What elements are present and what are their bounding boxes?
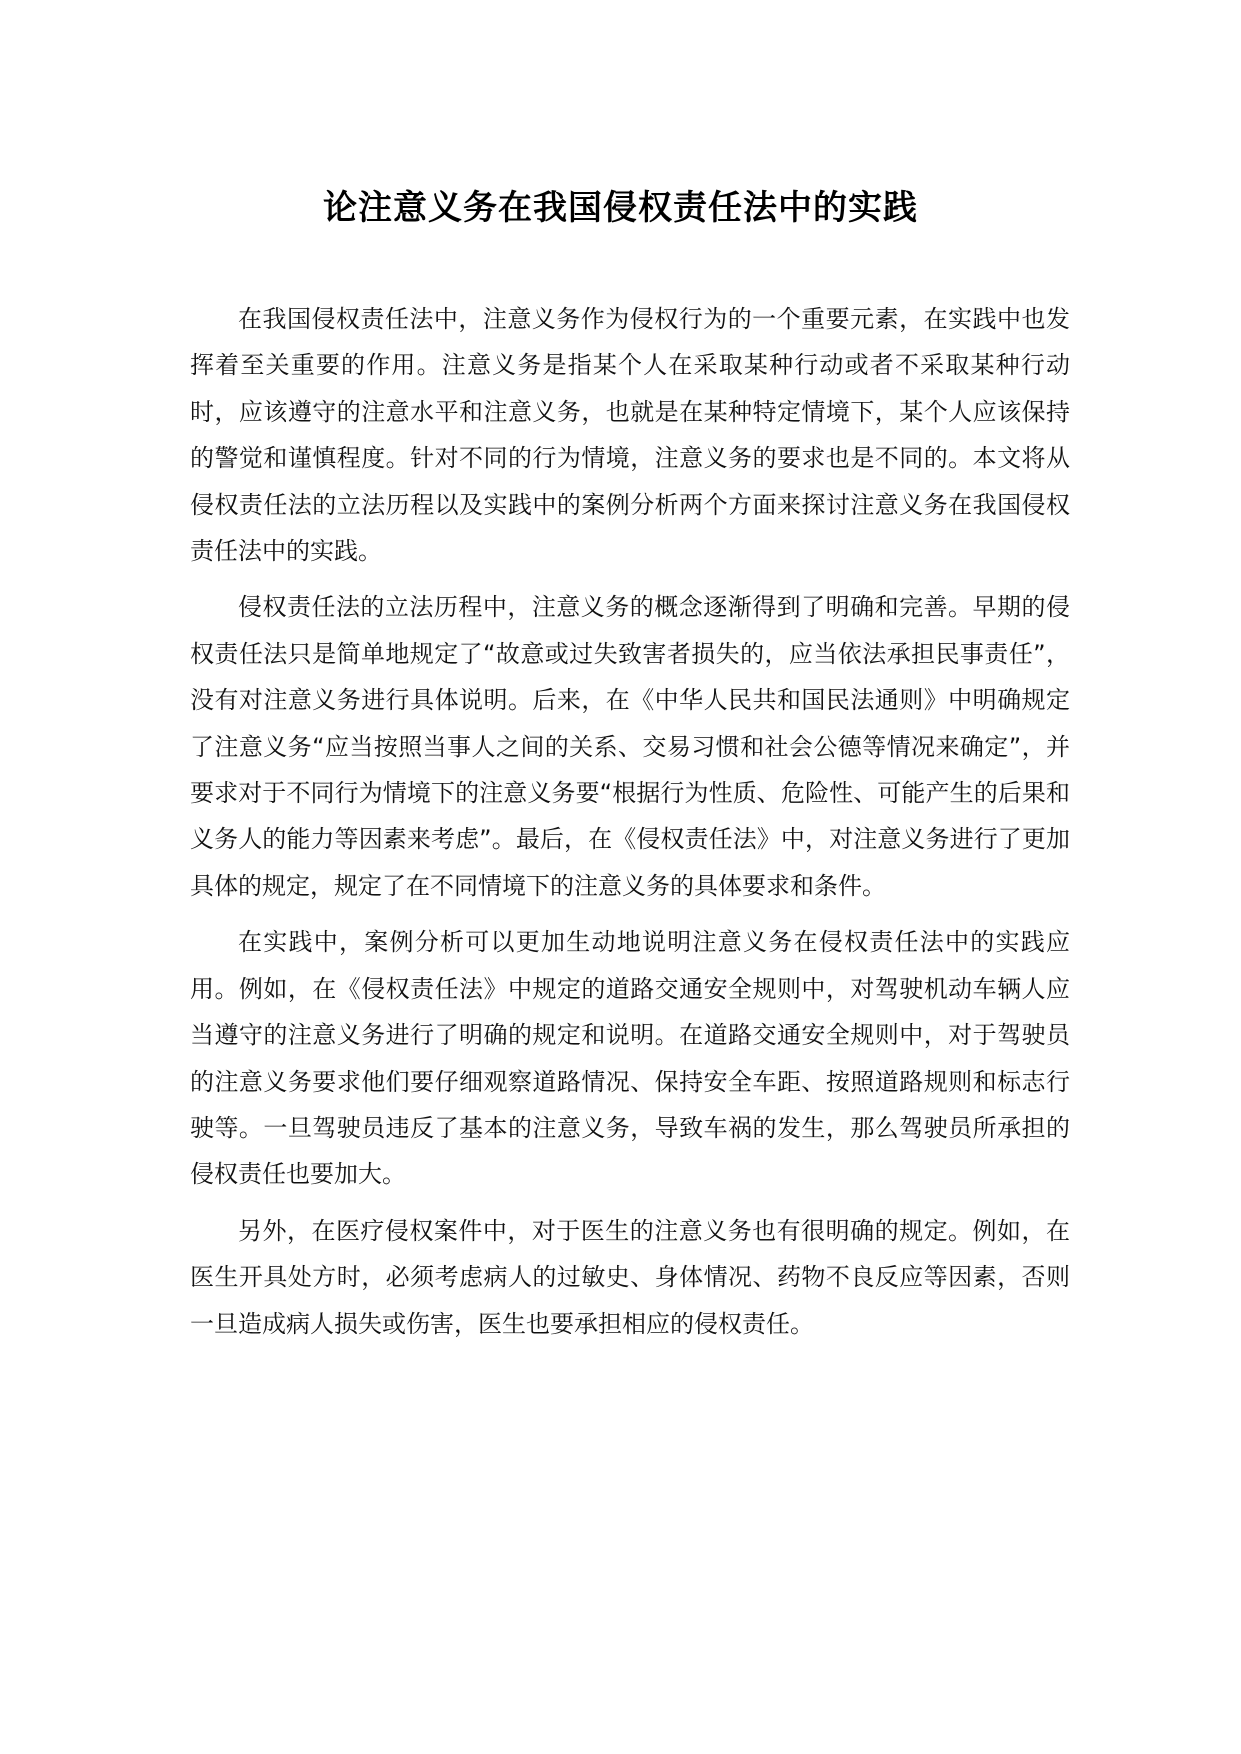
document-title: 论注意义务在我国侵权责任法中的实践 (323, 188, 918, 228)
document-body (190, 296, 1070, 1357)
paragraph-4: 另外，在医疗侵权案件中，对于医生的注意义务也有很明确的规定。例如，在医生开具处方时，必须考虑病人的过敏史、身体情况、药物不良反应等因素，否则一旦造成病人损失或伤害，医生也要承担相应的侵权责任。 (190, 1216, 1070, 1338)
paragraph-1: 在我国侵权责任法中，注意义务作为侵权行为的一个重要元素，在实践中也发挥着至关重要的作用。注意义务是指某个人在采取某种行动或者不采取某种行动时，应该遵守的注意水平和注意义务，也就是在某种特定情境下，某个人应该保持的警觉和谨慎程度。针对不同的行为情境，注意义务的要求也是不同的。本文将从侵权责任法的立法历程以及实践中的案例分析两个方面来探讨注意义务在我国侵权责任法中的实践。 (190, 305, 1070, 566)
paragraph-2: 侵权责任法的立法历程中，注意义务的概念逐渐得到了明确和完善。早期的侵权责任法只是简单地规定了“故意或过失致害者损失的，应当依法承担民事责任”，没有对注意义务进行具体说明。后来，在《中华人民共和国民法通则》中明确规定了注意义务“应当按照当事人之间的关系、交易习惯和社会公德等情况来确定”，并要求对于不同行为情境下的注意义务要“根据行为性质、危险性、可能产生的后果和义务人的能力等因素来考虑”。最后，在《侵权责任法》中，对注意义务进行了更加具体的规定，规定了在不同情境下的注意义务的具体要求和条件。 (190, 593, 1070, 900)
paragraph-3: 在实践中，案例分析可以更加生动地说明注意义务在侵权责任法中的实践应用。例如，在《侵权责任法》中规定的道路交通安全规则中，对驾驶机动车辆人应当遵守的注意义务进行了明确的规定和说明。在道路交通安全规则中，对于驾驶员的注意义务要求他们要仔细观察道路情况、保持安全车距、按照道路规则和标志行驶等。一旦驾驶员违反了基本的注意义务，导致车祸的发生，那么驾驶员所承担的侵权责任也要加大。 (190, 928, 1070, 1189)
